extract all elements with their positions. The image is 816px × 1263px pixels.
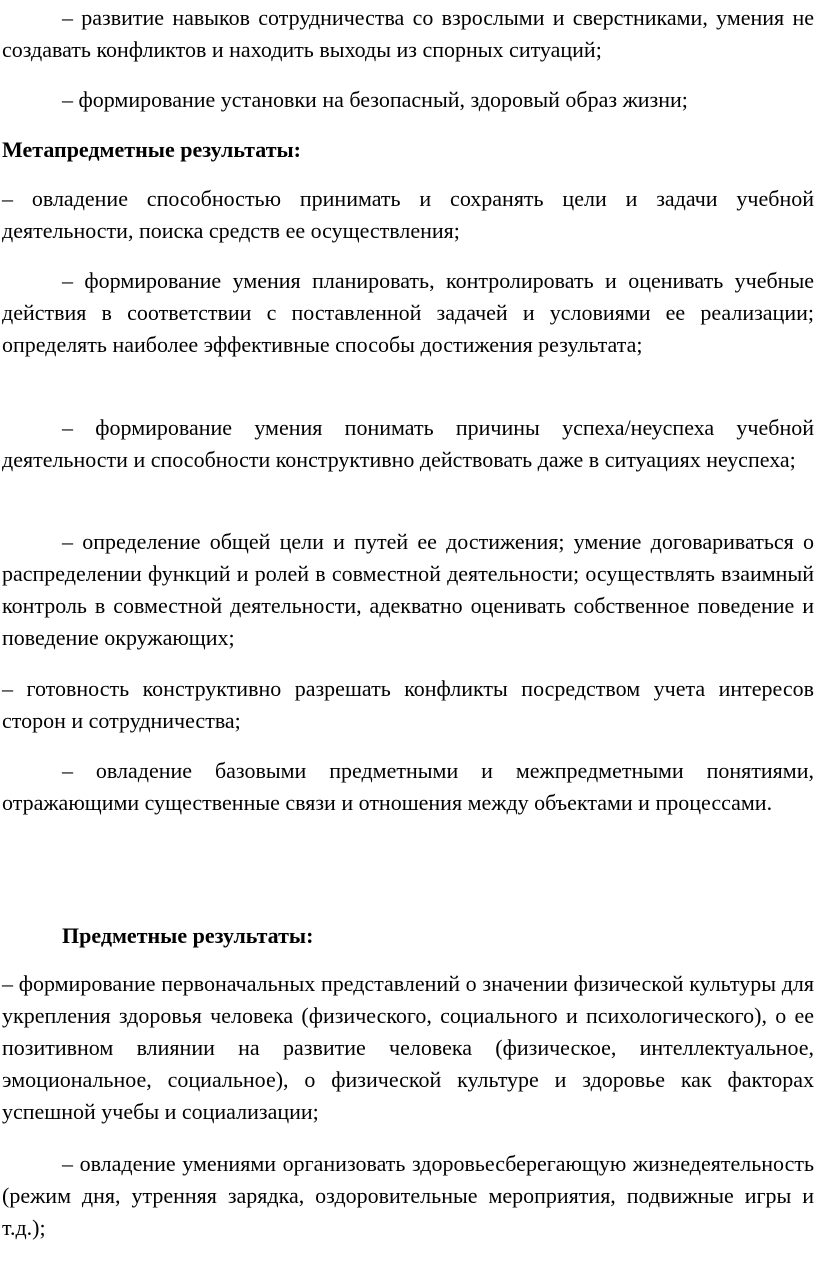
paragraph-cooperation: – развитие навыков сотрудничества со взрослыми и сверстниками, умения не создавать конфликтов и находить выходы из спорных ситуаций; (2, 5, 814, 62)
paragraph-concepts: – овладение базовыми предметными и межпредметными понятиями, отражающими существенные связи и отношения между объектами и процессами. (2, 758, 814, 815)
paragraph-goals: – овладение способностью принимать и сохранять цели и задачи учебной деятельности, поиска средств ее осуществления; (2, 186, 814, 243)
heading-meta-results: Метапредметные результаты: (2, 137, 301, 162)
paragraph-physical-culture: – формирование первоначальных представлений о значении физической культуры для укрепления здоровья человека (физического, социального и психологического), о ее позитивном влиянии на развитие человека (физическое, интеллектуальное, эмоциональное, социальное), о физической культуре и здоровье как факторах успешной учебы и социализации; (2, 971, 814, 1124)
paragraph-conflict-resolution: – готовность конструктивно разрешать конфликты посредством учета интересов сторон и сотрудничества; (2, 676, 814, 733)
paragraph-common-goal: – определение общей цели и путей ее достижения; умение договариваться о распределении функций и ролей в совместной деятельности; осуществлять взаимный контроль в совместной деятельности, адекватно оценивать собственное поведение и поведение окружающих; (2, 529, 814, 650)
paragraph-planning: – формирование умения планировать, контролировать и оценивать учебные действия в соответствии с поставленной задачей и условиями ее реализации; определять наиболее эффективные способы достижения результата; (2, 268, 814, 357)
heading-subject-results: Предметные результаты: (62, 923, 314, 948)
paragraph-healthy-lifestyle: – формирование установки на безопасный, здоровый образ жизни; (62, 87, 688, 112)
paragraph-health-saving: – овладение умениями организовать здоровьесберегающую жизнедеятельность (режим дня, утренняя зарядка, оздоровительные мероприятия, подвижные игры и т.д.); (2, 1151, 814, 1240)
paragraph-success-reasons: – формирование умения понимать причины успеха/неуспеха учебной деятельности и способности конструктивно действовать даже в ситуациях неуспеха; (2, 415, 814, 472)
